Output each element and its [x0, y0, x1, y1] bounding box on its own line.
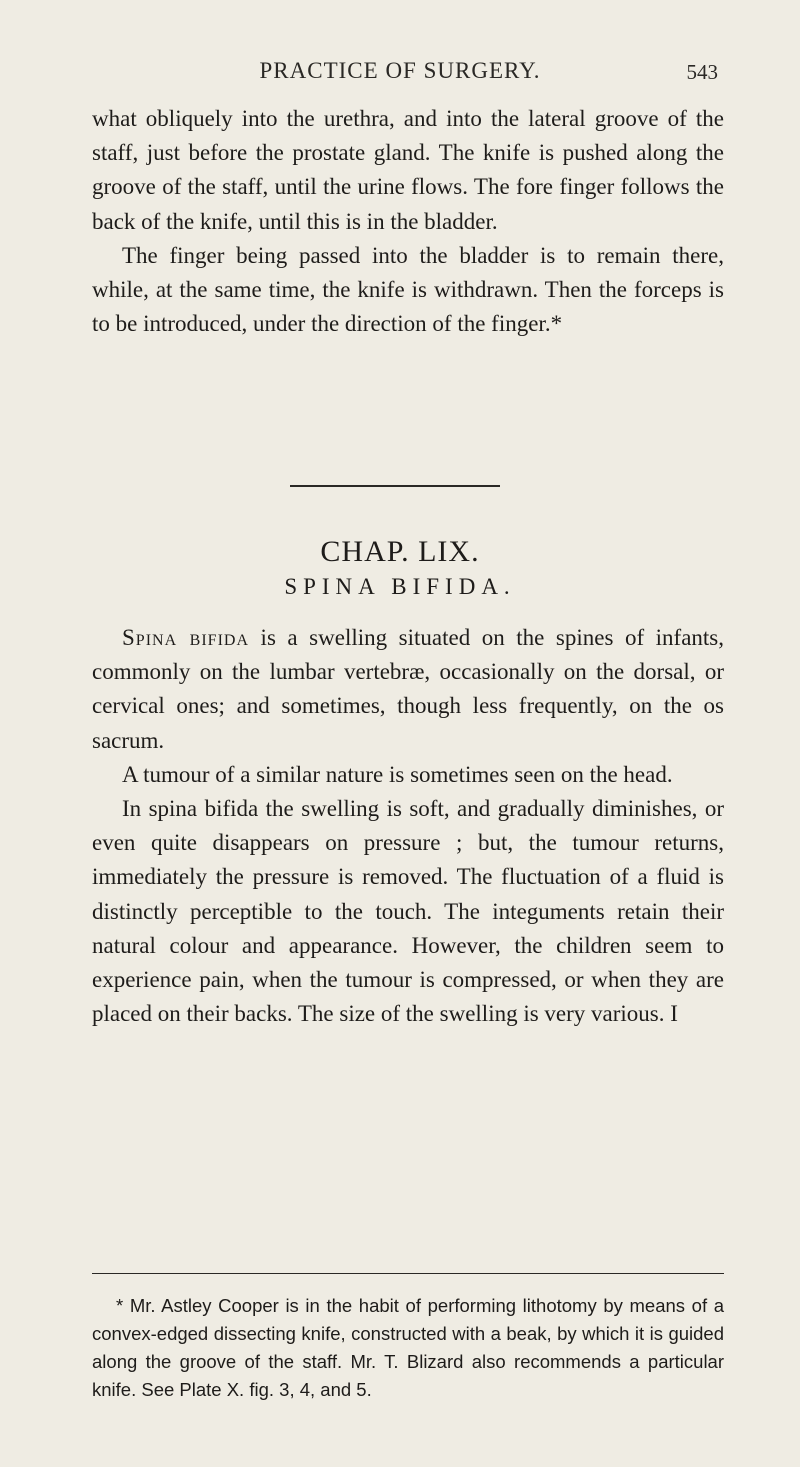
chapter-heading: CHAP. LIX. [320, 535, 480, 568]
footnote-text: * Mr. Astley Cooper is in the habit of performing lithotomy by means of a convex-edged dissecting knife, constructed with a beak, by which it is guided along the groove of the staff. Mr. T. Blizard also recommends a particular knife. See Plate X. fig. 3, 4, and 5. [92, 1295, 724, 1400]
body-text-chapter [92, 621, 724, 1031]
page-number: 543 [686, 60, 718, 84]
lead-term: Spina bifida [122, 625, 250, 650]
section-rule [290, 485, 500, 487]
running-head [0, 58, 800, 86]
running-title: PRACTICE OF SURGERY. [259, 58, 541, 83]
paragraph-knife: what obliquely into the urethra, and into the lateral groove of the staff, just before the prostate gland. The knife is pushed along the groove of the staff, until the urine flows. The fore finger follows the back of the knife, until this is in the bladder. [92, 106, 724, 234]
footnote [92, 1292, 724, 1404]
footnote-rule [92, 1273, 724, 1274]
paragraph-finger: The finger being passed into the bladder is to remain there, while, at the same time, the knife is withdrawn. Then the forceps is to be introduced, under the direction of the finger.* [92, 242, 724, 337]
chapter-subheading: SPINA BIFIDA. [284, 574, 516, 599]
paragraph-symptoms: In spina bifida the swelling is soft, and gradually diminishes, or even quite disappears on pressure ; but, the tumour returns, immediately the pressure is removed. The fluctuation of a fluid is distinctly perceptible to the touch. The integuments retain their natural colour and appearance. However, the children seem to experience pain, when the tumour is compressed, or when they are placed on their backs. The size of the swelling is very various. I [92, 796, 724, 1027]
body-text-top [92, 102, 724, 341]
paragraph-definition-rest: is a swelling situated on the spines of infants, commonly on the lumbar vertebræ, occasionally on the dorsal, or cervical ones; and sometimes, though less frequently, on the os sacrum. [92, 625, 725, 753]
paragraph-head-tumour: A tumour of a similar nature is sometimes seen on the head. [122, 761, 673, 787]
paragraph-definition [92, 621, 724, 758]
